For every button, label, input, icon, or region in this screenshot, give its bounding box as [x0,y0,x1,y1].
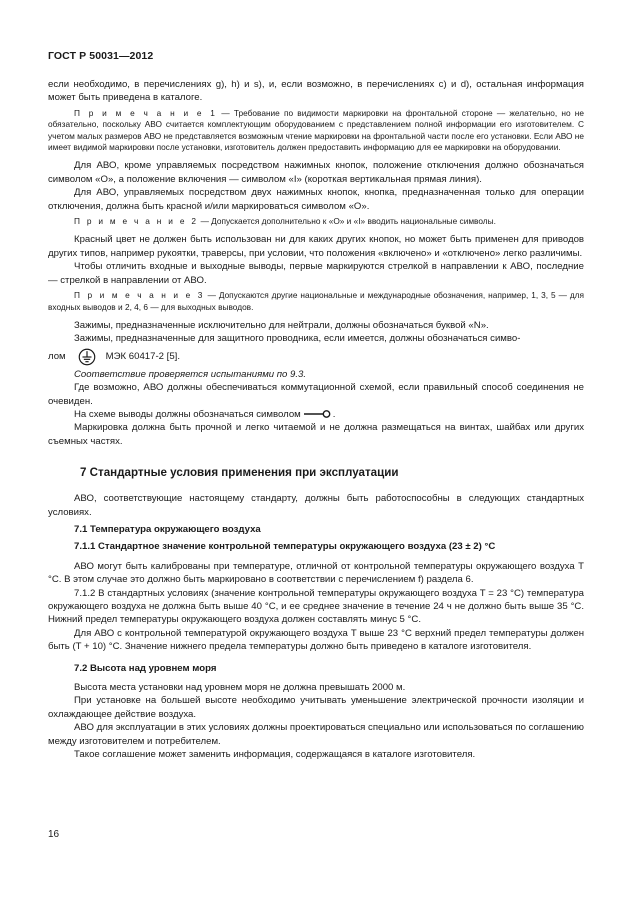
paragraph-end: . [332,408,336,420]
paragraph: АВО для эксплуатации в этих условиях должны проектироваться специально или использоваться по соглашению между изготовителем и потребителем. [48,722,584,747]
compliance-note: Соответствие проверяется испытаниями по 9.3. [74,368,307,380]
document-header: ГОСТ Р 50031—2012 [48,50,154,62]
paragraph: 7.1.2 В стандартных условиях (значение контрольной температуры окружающего воздуха T = 23 °С) температура окружающего воздуха не должна быть выше 40 °С, и ее среднее значение в течение 24 ч не должно быть выше 35 °С. Нижний предел температуры окружающего воздуха должен составлять минус 5 °С. [48,587,584,626]
note-label: П р и м е ч а н и е 2 [74,216,199,227]
subsection-heading-7-1-1: 7.1.1 Стандартное значение контрольной температуры окружающего воздуха (23 ± 2) °С [74,541,496,553]
paragraph-text: На схеме выводы должны обозначаться символом [74,408,301,420]
paragraph-suffix: МЭК 60417-2 [5]. [105,351,180,363]
paragraph: Красный цвет не должен быть использован ни для каких других кнопок, но может быть применен для приводов других типов, например рукоятки, траверсы, при условии, что положения «включено» и «отключено» легко различимы. [48,234,584,259]
page-content [48,78,584,761]
protective-earth-line [48,346,584,368]
note-text: — Допускаются другие национальные и международные обозначения, например, 1, 3, 5 — для входных выводов и 2, 4, 6 — для выходных выводов. [48,290,584,312]
paragraph: Зажимы, предназначенные для защитного проводника, если имеется, должны обозначаться симво- [74,333,521,345]
note-text: — Допускается дополнительно к «О» и «I» вводить национальные символы. [198,216,496,227]
paragraph-prefix: лом [48,351,66,363]
terminal-icon [303,409,333,419]
note-1 [48,108,584,154]
paragraph: Чтобы отличить входные и выходные выводы, первые маркируются стрелкой в направлении к АВО, последние — стрелкой в направлении от АВО. [48,261,584,286]
note-2 [48,216,584,227]
section-heading-7: 7 Стандартные условия применения при эксплуатации [80,466,399,480]
paragraph: Такое соглашение может заменить информация, содержащаяся в каталоге изготовителя. [74,749,476,761]
terminal-symbol-line [48,408,584,421]
paragraph: Для АВО с контрольной температурой окружающего воздуха T выше 23 °С верхний предел температуры должен быть (T + 10) °С. Значение нижнего предела температуры должно быть приведено в каталоге изготовителя. [48,627,584,653]
paragraph: АВО, соответствующие настоящему стандарту, должны быть работоспособны в следующих стандартных условиях. [48,493,584,518]
paragraph: АВО могут быть калиброваны при температуре, отличной от контрольной температуры окружающего воздуха T °С. В этом случае это должно быть маркировано в соответствии с перечислением f) раздела 6. [48,560,584,586]
note-3 [48,290,584,313]
protective-earth-icon [78,348,96,366]
note-label: П р и м е ч а н и е 3 [74,290,205,301]
paragraph: При установке на большей высоте необходимо учитывать уменьшение электрической прочности изоляции и охлаждающее действие воздуха. [48,695,584,720]
note-text: — Требование по видимости маркировки на фронтальной стороне — желательно, но не обязательно, поскольку АВО считается комплектующим оборудованием с представлением полной информации его изготовителем. С учетом малых размеров АВО не представляется возможным чтение маркировки на фронтальной части после его установки. Если АВО не имеет видимой маркировки после установки, изготовитель должен предоставить информацию для ее маркировки на оборудовании. [48,107,585,153]
note-label: П р и м е ч а н и е 1 [74,107,218,118]
paragraph: Для АВО, кроме управляемых посредством нажимных кнопок, положение отключения должно обозначаться символом «О», а положение включения — символом «I» (короткая вертикальная прямая линия). [48,160,584,185]
paragraph: Маркировка должна быть прочной и легко читаемой и не должна размещаться на винтах, шайбах или других съемных частях. [48,422,584,447]
paragraph: Для АВО, управляемых посредством двух нажимных кнопок, кнопка, предназначенная только для операции отключения, должна быть красной и/или маркироваться символом «О». [48,187,584,212]
subsection-heading-7-1: 7.1 Температура окружающего воздуха [74,523,261,535]
paragraph: Зажимы, предназначенные исключительно для нейтрали, должны обозначаться буквой «N». [74,319,489,331]
paragraph: Высота места установки над уровнем моря не должна превышать 2000 м. [74,682,406,694]
paragraph: Где возможно, АВО должны обеспечиваться коммутационной схемой, если правильный способ соединения не очевиден. [48,382,584,407]
paragraph: если необходимо, в перечислениях g), h) и s), и, если возможно, в перечислениях c) и d), остальная информация может быть приведена в каталоге. [48,79,584,104]
page-number: 16 [48,829,60,840]
subsection-heading-7-2: 7.2 Высота над уровнем моря [74,662,217,674]
